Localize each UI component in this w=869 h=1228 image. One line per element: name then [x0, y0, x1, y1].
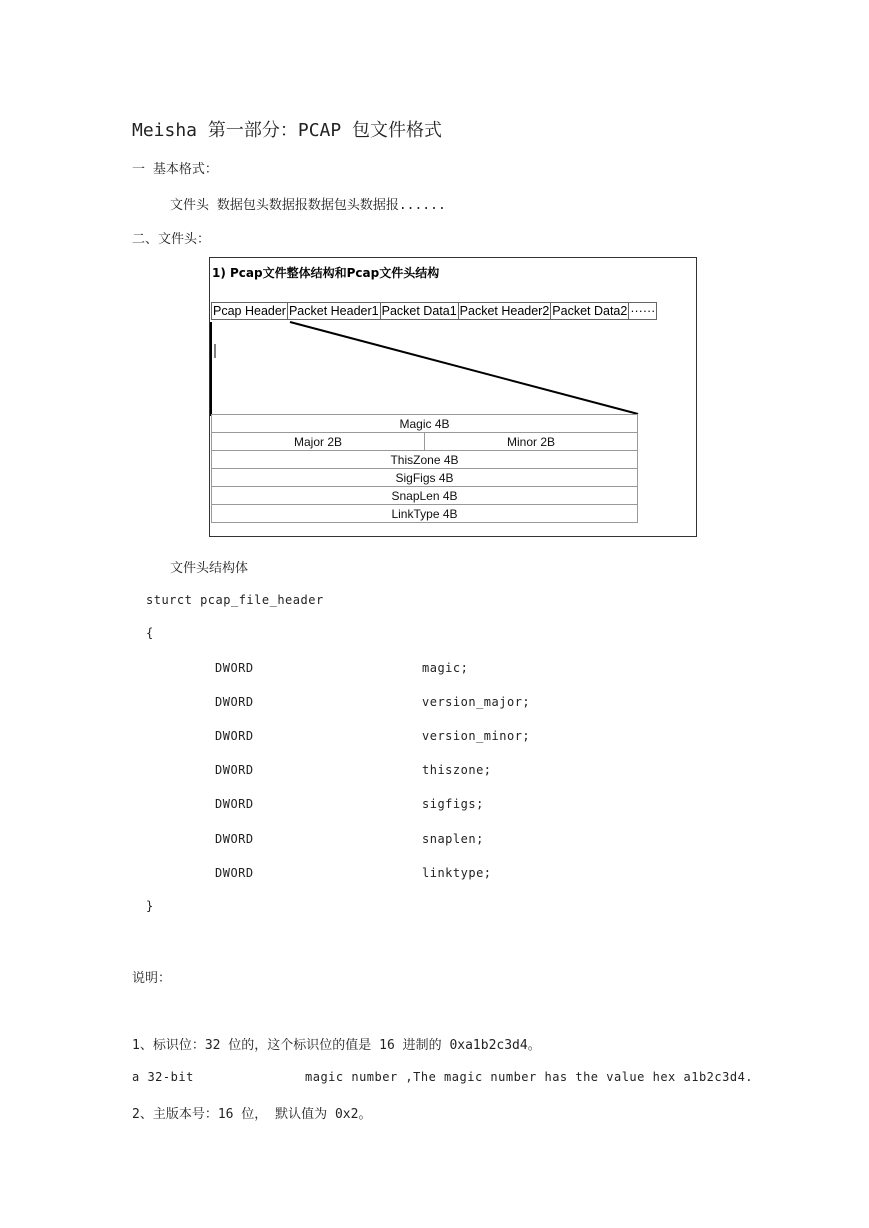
note-item-1-en-text: magic number ,The magic number has the value hex a1b2c3d4.: [305, 1070, 754, 1084]
struct-field-type: DWORD: [215, 729, 254, 743]
struct-close-brace: }: [146, 899, 154, 913]
struct-open-brace: {: [146, 626, 154, 640]
section-basic-heading: 一 基本格式：: [132, 162, 218, 177]
strip-cell-ellipsis: ······: [630, 304, 656, 318]
header-field-snaplen: SnapLen 4B: [212, 487, 638, 505]
section-header-heading: 二、文件头：: [132, 232, 211, 247]
strip-cell-packet-header1: Packet Header1: [288, 304, 379, 318]
struct-field-type: DWORD: [215, 866, 254, 880]
struct-field-type: DWORD: [215, 763, 254, 777]
figure-title: 1) Pcap文件整体结构和Pcap文件头结构: [212, 266, 440, 280]
struct-caption: 文件头结构体: [170, 561, 249, 576]
struct-field-name: magic;: [422, 661, 469, 675]
header-field-linktype: LinkType 4B: [212, 505, 638, 523]
page-title: Meisha 第一部分：PCAP 包文件格式: [132, 120, 443, 141]
pcap-structure-figure: [209, 257, 697, 537]
notes-heading: 说明：: [132, 971, 172, 986]
expansion-diagonal-line: [290, 322, 638, 414]
note-item-1: 1、标识位：32 位的，这个标识位的值是 16 进制的 0xa1b2c3d4。: [132, 1038, 541, 1053]
struct-field-name: version_minor;: [422, 729, 531, 743]
header-field-magic: Magic 4B: [212, 415, 638, 433]
struct-field-name: snaplen;: [422, 832, 484, 846]
struct-field-type: DWORD: [215, 695, 254, 709]
struct-field-type: DWORD: [215, 661, 254, 675]
struct-field-name: sigfigs;: [422, 797, 484, 811]
strip-cell-pcap-header: Pcap Header: [213, 304, 286, 318]
header-field-sigfigs: SigFigs 4B: [212, 469, 638, 487]
note-item-2: 2、主版本号：16 位， 默认值为 0x2。: [132, 1107, 372, 1122]
header-field-major: Major 2B: [212, 433, 425, 451]
strip-cell-packet-data1: Packet Data1: [381, 304, 457, 318]
strip-cell-packet-header2: Packet Header2: [459, 304, 550, 318]
header-field-minor: Minor 2B: [425, 433, 638, 451]
section-basic-body: 文件头 数据包头数据报数据包头数据报......: [170, 198, 446, 213]
struct-field-type: DWORD: [215, 797, 254, 811]
struct-field-type: DWORD: [215, 832, 254, 846]
struct-declaration: sturct pcap_file_header: [146, 593, 324, 607]
struct-field-name: thiszone;: [422, 763, 492, 777]
header-field-thiszone: ThisZone 4B: [212, 451, 638, 469]
struct-field-name: version_major;: [422, 695, 531, 709]
note-item-1-en-label: a 32-bit: [132, 1070, 194, 1084]
strip-cell-packet-data2: Packet Data2: [552, 304, 628, 318]
pcap-header-table: [211, 414, 638, 523]
struct-field-name: linktype;: [422, 866, 492, 880]
